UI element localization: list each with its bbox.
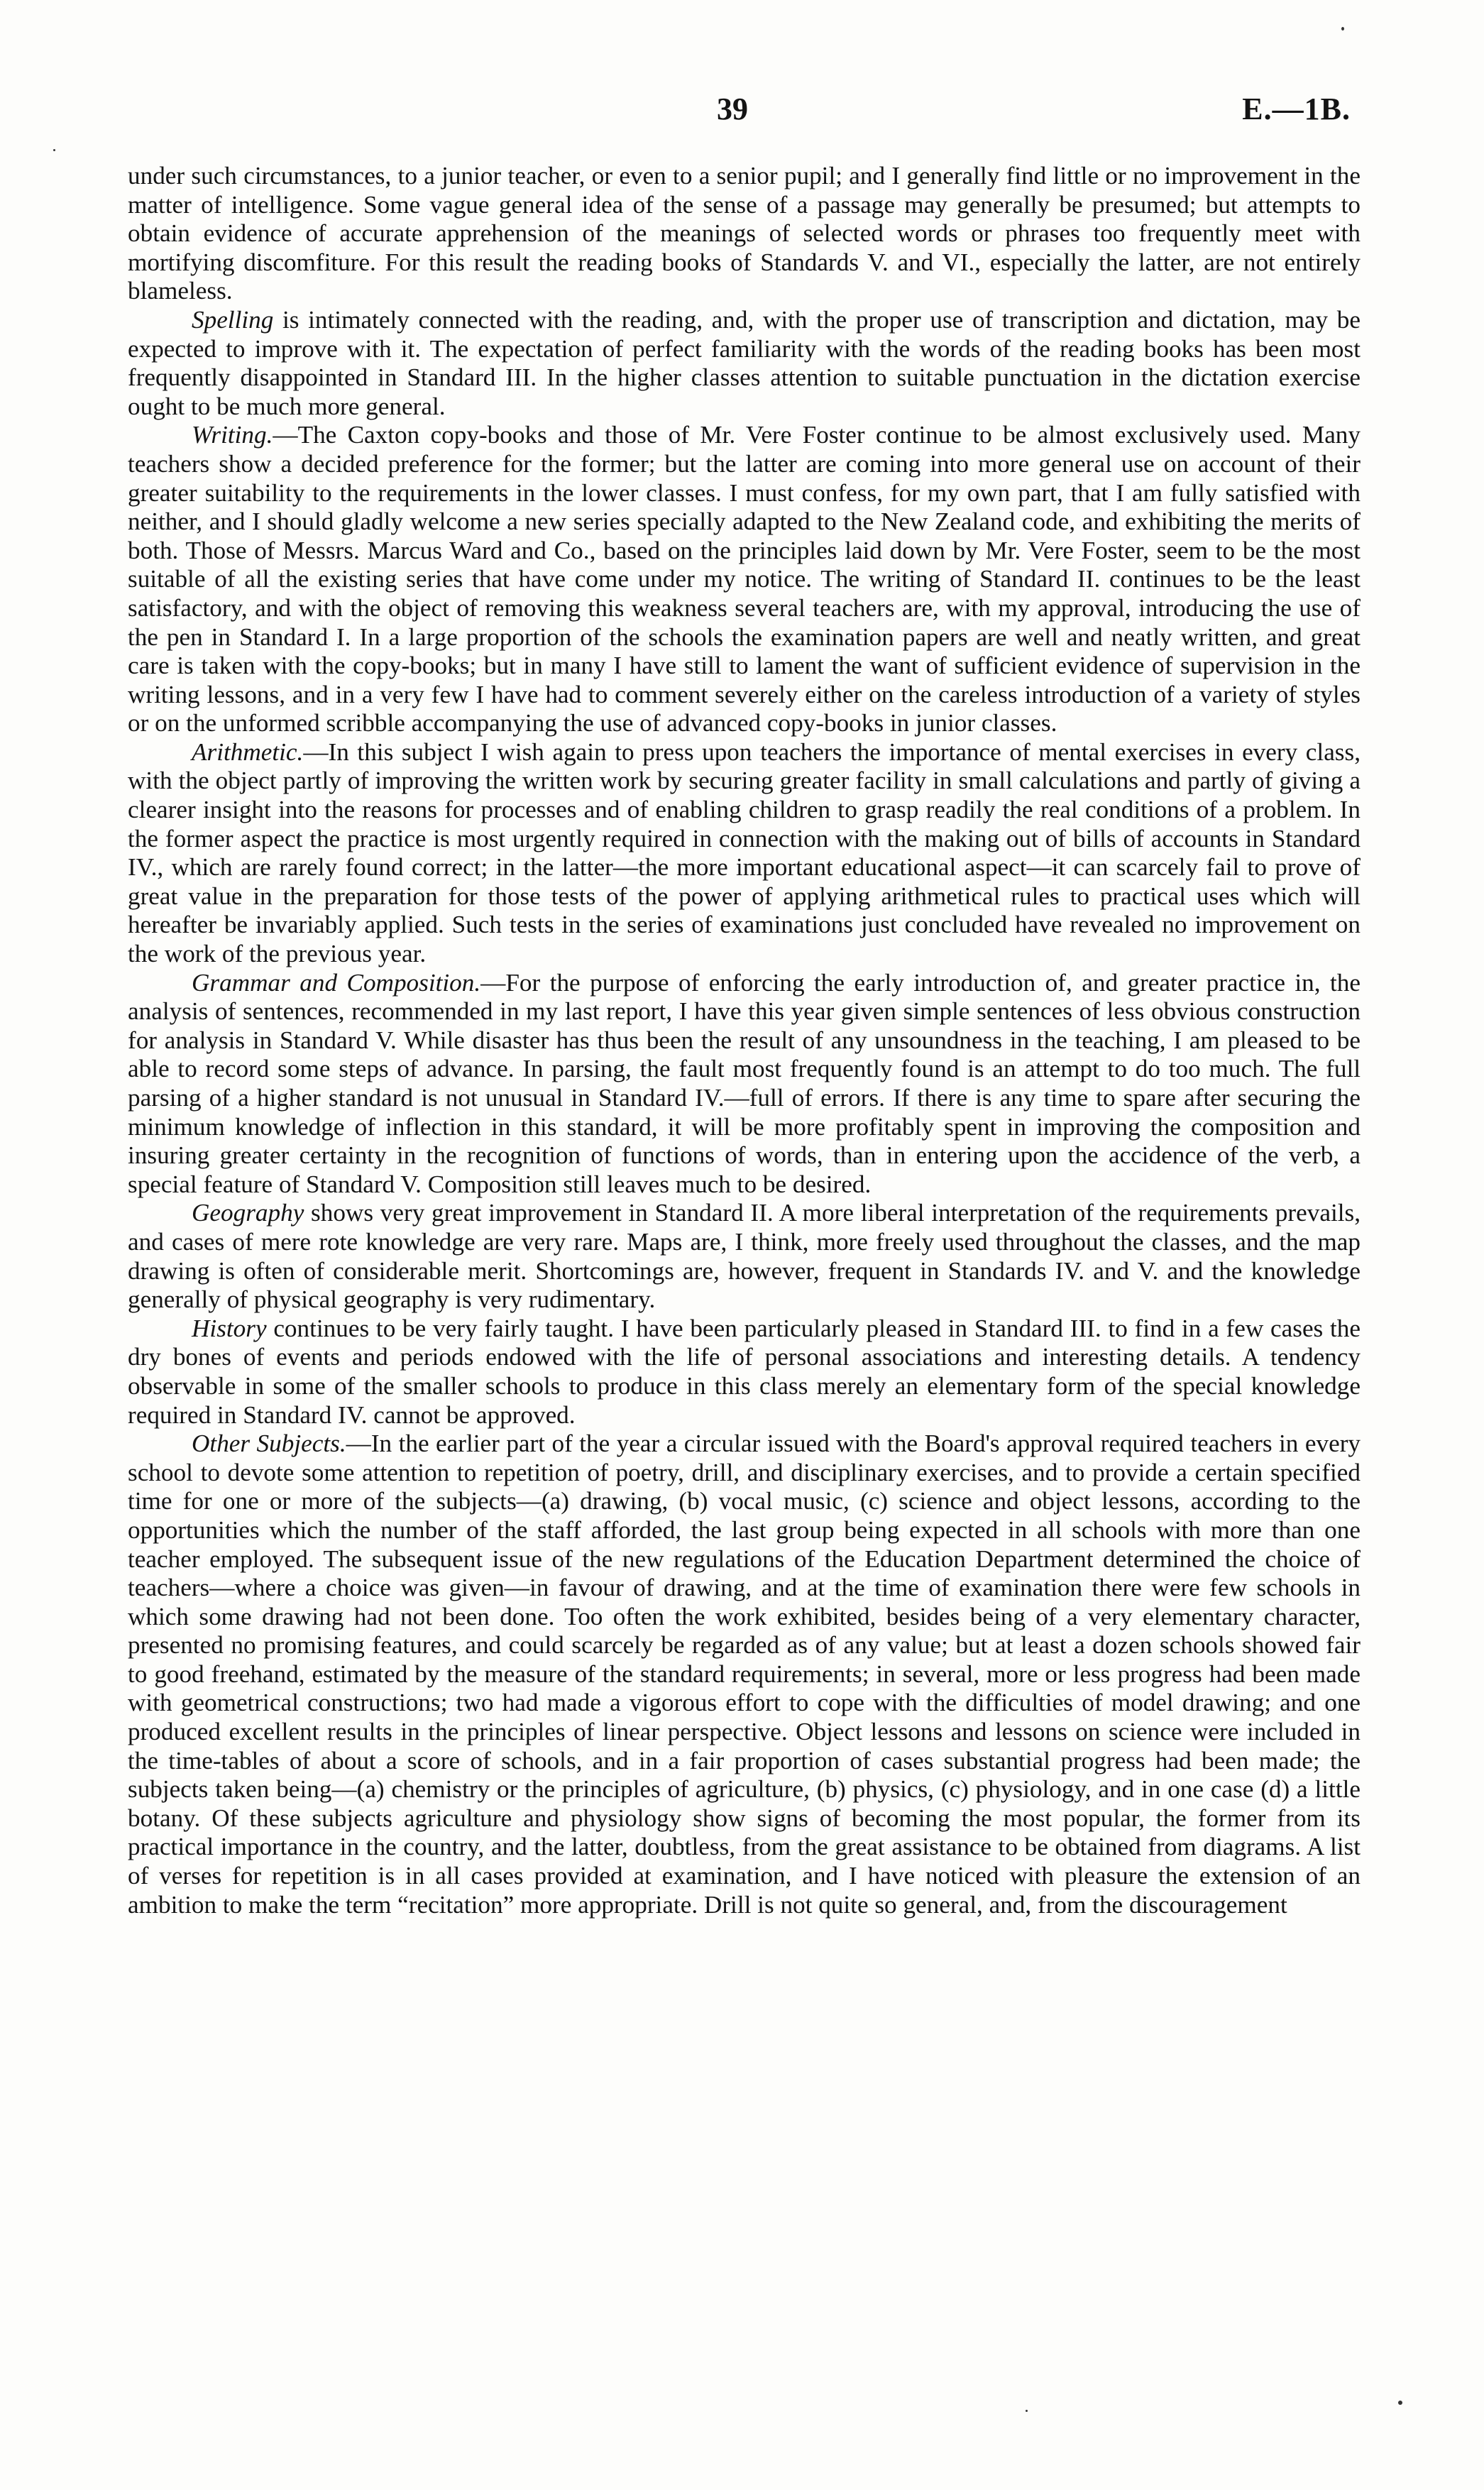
paragraph-heading: Arithmetic. <box>192 737 304 766</box>
paragraph-text: —For the purpose of enforcing the early introduction of, and greater practice in, the analysis of sentences, recommended in my last report, I have this year given simple sentences of less obvious construction for analysis in Standard V. While disaster has thus been the result of any unsoundness in the teaching, I am pleased to be able to record some steps of advance. In parsing, the fault most frequently found is an attempt to do too much. The full parsing of a higher standard is not unusual in Standard IV.—full of errors. If there is any time to spare after securing the minimum knowledge of inflection in this standard, it will be more profitably spent in improving the composition and insuring greater certainty in the recognition of functions of words, than in entering upon the accidence of the verb, a special feature of Standard V. Composition still leaves much to be desired. <box>128 968 1361 1198</box>
paragraph-text: continues to be very fairly taught. I have been particularly pleased in Standard III. to find in a few cases the dry bones of events and periods endowed with the life of personal associations and interesting details. A tendency observable in some of the smaller schools to produce in this class merely an elementary form of the special knowledge required in Standard IV. cannot be approved. <box>128 1314 1361 1429</box>
scan-speck <box>1341 27 1344 31</box>
paragraph-grammar <box>128 969 1361 1200</box>
page-number: 39 <box>717 92 748 126</box>
paragraph-text: is intimately connected with the reading, and, with the proper use of transcription and dictation, may be expected to improve with it. The expectation of perfect familiarity with the words of the reading books has been most frequently disappointed in Standard III. In the higher classes attention to suitable punctuation in the dictation exercise ought to be much more general. <box>128 305 1361 420</box>
paragraph-heading: Writing. <box>192 421 273 449</box>
paragraph-writing <box>128 421 1361 738</box>
paragraph-heading: Other Subjects. <box>192 1430 346 1458</box>
paragraph-text: —In this subject I wish again to press upon teachers the importance of mental exercises in every class, with the object partly of improving the written work by securing greater facility in small calculations and partly of giving a clearer insight into the reasons for processes and of enabling children to grasp readily the real conditions of a problem. In the former aspect the practice is most urgently required in connection with the making out of bills of accounts in Standard IV., which are rarely found correct; in the latter—the more important educational aspect—it can scarcely fail to prove of great value in the preparation for those tests of the power of applying arithmetical rules to practical uses which will hereafter be invariably applied. Such tests in the series of examinations just concluded have revealed no improvement on the work of the previous year. <box>128 737 1361 968</box>
paragraph-text: —The Caxton copy-books and those of Mr. Vere Foster continue to be almost exclusively used. Many teachers show a decided preference for the former; but the latter are coming into more general use on account of their greater suitability to the requirements in the lower classes. I must confess, for my own part, that I am fully satisfied with neither, and I should gladly welcome a new series specially adapted to the New Zealand code, and exhibiting the merits of both. Those of Messrs. Marcus Ward and Co., based on the principles laid down by Mr. Vere Foster, seem to be the most suitable of all the existing series that have come under my notice. The writing of Standard II. continues to be the least satisfactory, and with the object of removing this weakness several teachers are, with my approval, introducing the use of the pen in Standard I. In a large proportion of the schools the examination papers are well and neatly written, and great care is taken with the copy-books; but in many I have still to lament the want of sufficient evidence of supervision in the writing lessons, and in a very few I have had to comment severely either on the careless introduction of a variety of styles or on the unformed scribble accompanying the use of advanced copy-books in junior classes. <box>128 421 1361 737</box>
report-body <box>128 162 1361 1919</box>
paragraph-text: —In the earlier part of the year a circular issued with the Board's approval required teachers in every school to devote some attention to repetition of poetry, drill, and disciplinary exercises, and to provide a certain specified time for one or more of the subjects—(a) drawing, (b) vocal music, (c) science and object lessons, according to the opportunities which the number of the staff afforded, the last group being expected in all schools with more than one teacher employed. The subsequent issue of the new regulations of the Education Department determined the choice of teachers—where a choice was given—in favour of drawing, and at the time of examination there were few schools in which some drawing had not been done. Too often the work exhibited, besides being of a very elementary character, presented no promising features, and could scarcely be regarded as of any value; but at least a dozen schools showed fair to good freehand, estimated by the measure of the standard requirements; in several, more or less progress had been made with geometrical constructions; two had made a vigorous effort to cope with the difficulties of model drawing; and one produced excellent results in the principles of linear perspective. Object lessons and lessons on science were included in the time-tables of about a score of schools, and in a fair proportion of cases substantial progress had been made; the subjects taken being—(a) chemistry or the principles of agriculture, (b) physics, (c) physiology, and in one case (d) a little botany. Of these subjects agriculture and physiology show signs of becoming the most popular, the former from its practical importance in the country, and the latter, doubtless, from the great assistance to be obtained from diagrams. A list of verses for repetition is in all cases provided at examination, and I have noticed with pleasure the extension of an ambition to make the term “recitation” more appropriate. Drill is not quite so general, and, from the discouragement <box>128 1430 1361 1919</box>
page-header <box>0 91 1484 133</box>
paragraph-heading: Spelling <box>192 305 274 334</box>
paragraph-reading-continued <box>128 162 1361 306</box>
document-series-code: E.—1B. <box>1242 92 1351 126</box>
paragraph-other-subjects <box>128 1430 1361 1919</box>
paragraph-arithmetic <box>128 738 1361 969</box>
scan-speck <box>53 149 55 151</box>
paragraph-heading: Geography <box>192 1199 304 1227</box>
scan-speck <box>1026 2410 1028 2412</box>
paragraph-geography <box>128 1199 1361 1314</box>
scan-speck <box>1398 2401 1402 2405</box>
paragraph-heading: History <box>192 1314 267 1342</box>
paragraph-text: under such circumstances, to a junior teacher, or even to a senior pupil; and I generally find little or no improvement in the matter of intelligence. Some vague general idea of the sense of a passage may generally be presumed; but attempts to obtain evidence of accurate apprehension of the meanings of selected words or phrases too frequently meet with mortifying discomfiture. For this result the reading books of Standards V. and VI., especially the latter, are not entirely blameless. <box>128 162 1361 305</box>
paragraph-history <box>128 1315 1361 1430</box>
paragraph-heading: Grammar and Composition. <box>192 968 481 997</box>
paragraph-text: shows very great improvement in Standard II. A more liberal interpretation of the requirements prevails, and cases of mere rote knowledge are very rare. Maps are, I think, more freely used throughout the classes, and the map drawing is often of considerable merit. Shortcomings are, however, frequent in Standards IV. and V. and the knowledge generally of physical geography is very rudimentary. <box>128 1199 1361 1314</box>
paragraph-spelling <box>128 306 1361 421</box>
